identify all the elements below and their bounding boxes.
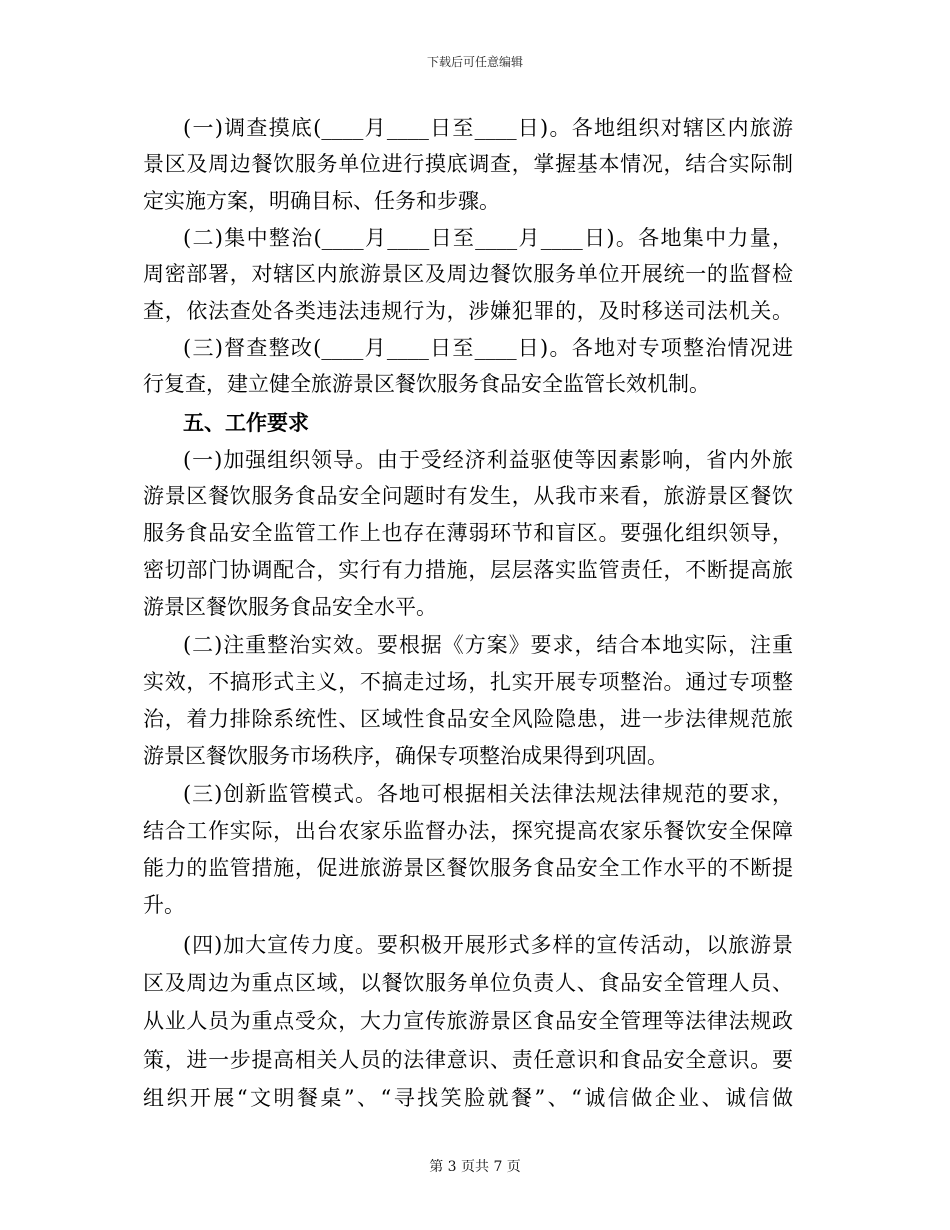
- paragraph-line: 景区及周边餐饮服务单位进行摸底调查，掌握基本情况，结合实际制: [143, 152, 793, 177]
- schedule-item-survey: [143, 110, 793, 220]
- requirement-innovation: [143, 776, 793, 924]
- paragraph-line: (三)创新监管模式。各地可根据相关法律法规法律规范的要求，: [183, 781, 793, 806]
- schedule-item-rectification: [143, 220, 793, 330]
- requirement-leadership: [143, 442, 793, 626]
- paragraph-line: 密切部门协调配合，实行有力措施，层层落实监管责任，不断提高旅: [143, 557, 793, 582]
- paragraph-line: 策，进一步提高相关人员的法律意识、责任意识和食品安全意识。要: [143, 1047, 793, 1072]
- section-heading-text: 五、工作要求: [183, 409, 309, 435]
- paragraph-line: (三)督查整改(____月____日至____日)。各地对专项整治情况进: [183, 335, 793, 360]
- requirement-publicity: [143, 926, 793, 1117]
- requirement-effectiveness: [143, 627, 793, 775]
- paragraph-line: 结合工作实际，出台农家乐监督办法，探究提高农家乐餐饮安全保障: [143, 818, 793, 843]
- paragraph-line: (一)调查摸底(____月____日至____日)。各地组织对辖区内旅游: [183, 115, 793, 140]
- paragraph-line: 能力的监管措施，促进旅游景区餐饮服务食品安全工作水平的不断提: [143, 855, 793, 880]
- section-heading: [143, 405, 793, 442]
- paragraph-line: (二)注重整治实效。要根据《方案》要求，结合本地实际，注重: [183, 632, 793, 657]
- paragraph-line: 升。: [143, 892, 185, 917]
- header-note: 下载后可任意编辑: [426, 55, 523, 69]
- paragraph-line: 组织开展“文明餐桌”、“寻找笑脸就餐”、“诚信做企业、诚信做: [143, 1085, 793, 1110]
- paragraph-line: 定实施方案，明确目标、任务和步骤。: [143, 188, 500, 213]
- page-number-footer: 第 3 页共 7 页: [429, 1159, 521, 1175]
- paragraph-line: (二)集中整治(____月____日至____月____日)。各地集中力量，: [183, 225, 793, 250]
- paragraph-line: 查，依法查处各类违法违规行为，涉嫌犯罪的，及时移送司法机关。: [143, 298, 793, 323]
- paragraph-line: 区及周边为重点区域，以餐饮服务单位负责人、食品安全管理人员、: [143, 971, 793, 996]
- paragraph-line: 游景区餐饮服务市场秩序，确保专项整治成果得到巩固。: [143, 743, 668, 768]
- paragraph-line: (一)加强组织领导。由于受经济利益驱使等因素影响，省内外旅: [183, 447, 793, 472]
- paragraph-line: 行复查，建立健全旅游景区餐饮服务食品安全监管长效机制。: [143, 372, 710, 397]
- paragraph-line: 服务食品安全监管工作上也存在薄弱环节和盲区。要强化组织领导，: [143, 521, 793, 546]
- schedule-item-inspection: [143, 330, 793, 403]
- paragraph-line: 周密部署，对辖区内旅游景区及周边餐饮服务单位开展统一的监督检: [143, 262, 793, 287]
- paragraph-line: 治，着力排除系统性、区域性食品安全风险隐患，进一步法律规范旅: [143, 706, 793, 731]
- paragraph-line: (四)加大宣传力度。要积极开展形式多样的宣传活动，以旅游景: [183, 932, 793, 957]
- paragraph-line: 从业人员为重点受众，大力宣传旅游景区食品安全管理等法律法规政: [143, 1009, 793, 1034]
- paragraph-line: 实效，不搞形式主义，不搞走过场，扎实开展专项整治。通过专项整: [143, 669, 793, 694]
- paragraph-line: 游景区餐饮服务食品安全问题时有发生，从我市来看，旅游景区餐饮: [143, 484, 793, 509]
- paragraph-line: 游景区餐饮服务食品安全水平。: [143, 594, 437, 619]
